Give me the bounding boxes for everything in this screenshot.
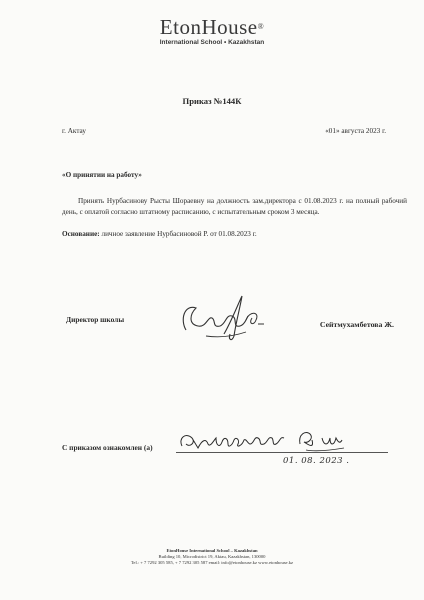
order-subject: «О принятии на работу» (62, 171, 142, 179)
brand-subtitle: International School • Kazakhstan (159, 39, 265, 46)
director-signature (176, 290, 268, 344)
director-label: Директор школы (66, 315, 125, 324)
order-city: г. Актау (62, 127, 86, 135)
order-basis (62, 230, 257, 238)
basis-label: Основание: (62, 230, 100, 238)
registered-mark: ® (257, 22, 265, 31)
brand-name: EtonHouse (159, 15, 258, 39)
acknowledged-date-handwriting: 01. 08. 2023 . (283, 456, 350, 466)
letterhead (0, 16, 424, 46)
footer-contacts: Tel.: + 7 7292 305 585, + 7 7292 305 587 email: info@etonhouse.kz www.etonhouse.kz (130, 560, 294, 565)
footer-address: Building 10, Microdistrict 19, Aktau, Kazakhstan, 130000 (158, 554, 266, 559)
order-date: «01» августа 2023 г. (325, 127, 386, 135)
brand-logo (0, 16, 424, 38)
basis-text: личное заявление Нурбасиновой Р. от 01.08.2023 г. (101, 230, 257, 238)
acknowledged-label: С приказом ознакомлен (а) (62, 443, 153, 452)
letterhead-footer (0, 548, 424, 566)
order-title: Приказ №144К (182, 96, 242, 106)
order-body: Принять Нурбасинову Рысты Шораевну на должность зам.директора с 01.08.2023 г. на полный рабочий день, с оплатой согласно штатному расписанию, с испытательным сроком 3 месяца. (62, 197, 407, 216)
director-name: Сейтмухамбетова Ж. (319, 320, 394, 329)
footer-school-name: EtonHouse International School – Kazakhstan (166, 548, 258, 553)
employee-handwritten-signature (176, 428, 356, 454)
